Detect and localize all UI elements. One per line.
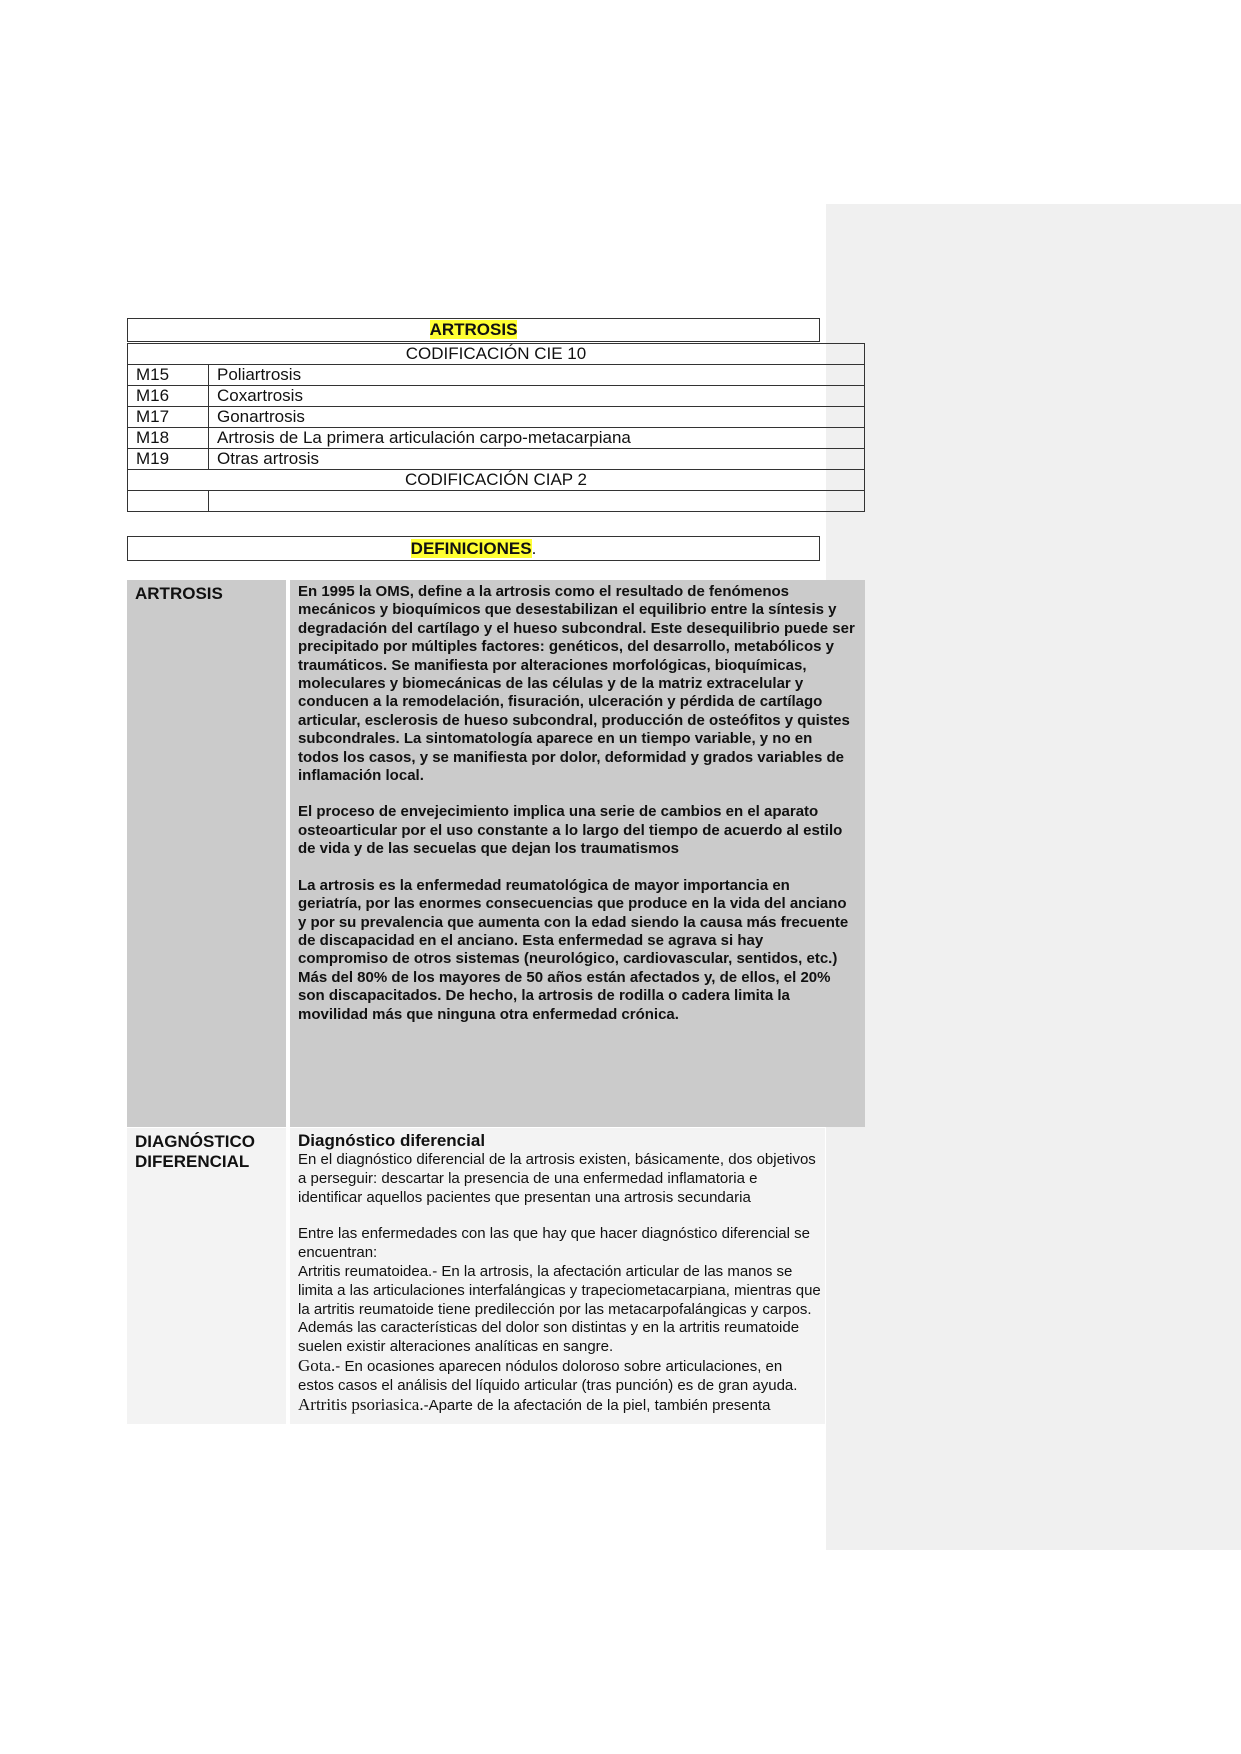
- code-cell: M19: [128, 449, 209, 470]
- artrosis-paragraph: El proceso de envejecimiento implica una serie de cambios en el aparato osteoarticular por el uso constante a lo largo del tiempo de acuerdo al estilo de vida y de las secuelas que dejan los traumatismos: [298, 803, 843, 858]
- table-row: [128, 491, 865, 512]
- name-cell: Coxartrosis: [209, 386, 865, 407]
- artrosis-definition-cell: [290, 580, 865, 1127]
- psoriasica-label: Artritis psoriasica.: [298, 1394, 424, 1414]
- definitions-row: [127, 536, 820, 561]
- gota-label: Gota.: [298, 1355, 336, 1375]
- title-row: [127, 318, 820, 342]
- cie-code-table: [127, 343, 865, 512]
- artrosis-paragraph: En 1995 la OMS, define a la artrosis como el resultado de fenómenos mecánicos y bioquímicos que desestabilizan el equilibrio entre la síntesis y degradación del cartílago y el hueso subcondral. Este desequilibrio puede ser precipitado por múltiples factores: genéticos, del desarrollo, metabólicos y traumáticos. Se manifiesta por alteraciones morfológicas, bioquímicas, moleculares y biomecánicas de las células y de la matriz extracelular y conducen a la remodelación, fisuración, ulceración y pérdida de cartílago articular, esclerosis de hueso subcondral, producción de osteófitos y quistes subcondrales. La sintomatología aparece en un tiempo variable, y no en todos los casos, y se manifiesta por dolor, deformidad y grados variables de inflamación local.: [298, 583, 855, 785]
- name-cell: Artrosis de La primera articulación carpo-metacarpiana: [209, 428, 865, 449]
- diagnostico-title: Diagnóstico diferencial: [298, 1131, 486, 1150]
- diagnostico-content-cell: [290, 1128, 825, 1424]
- empty-name-cell: [209, 491, 865, 512]
- artritis-reumatoidea-text: Artritis reumatoidea.- En la artrosis, la afectación articular de las manos se limita a las articulaciones interfalángicas y trapeciometacarpiana, mientras que la artritis reumatoide tiene predilección por las metacarpofalángicas y carpos. Además las características del dolor son distintas y en la artritis reumatoide suelen existir alteraciones analíticas en sangre.: [298, 1262, 821, 1356]
- code-cell: M17: [128, 407, 209, 428]
- artrosis-label-cell: [127, 580, 286, 1127]
- ciap-heading: CODIFICACIÓN CIAP 2: [128, 470, 865, 491]
- diagnostico-label-cell: [127, 1128, 286, 1424]
- table-row: [128, 407, 865, 428]
- gota-paragraph: [298, 1357, 821, 1396]
- name-cell: Otras artrosis: [209, 449, 865, 470]
- table-row: [128, 365, 865, 386]
- code-cell: M18: [128, 428, 209, 449]
- diagnostico-list-intro: Entre las enfermedades con las que hay que hacer diagnóstico diferencial se encuentran:: [298, 1225, 810, 1262]
- diagnostico-intro: En el diagnóstico diferencial de la artrosis existen, básicamente, dos objetivos a perseguir: descartar la presencia de una enfermedad inflamatoria e identificar aquellos pacientes que presentan una artrosis secundaria: [298, 1151, 816, 1206]
- table-row: [128, 386, 865, 407]
- definitions-heading: DEFINICIONES: [410, 539, 532, 558]
- gota-text: - En ocasiones aparecen nódulos doloroso sobre articulaciones, en estos casos el análisis del líquido articular (tras punción) es de gran ayuda.: [298, 1357, 798, 1394]
- psoriasica-text: -Aparte de la afectación de la piel, también presenta: [423, 1396, 771, 1414]
- definitions-heading-suffix: .: [531, 539, 537, 558]
- name-cell: Poliartrosis: [209, 365, 865, 386]
- psoriasica-paragraph: [298, 1396, 821, 1416]
- artrosis-paragraph: La artrosis es la enfermedad reumatológica de mayor importancia en geriatría, por las enormes consecuencias que produce en la vida del anciano y por su prevalencia que aumenta con la edad siendo la causa más frecuente de discapacidad en el anciano. Esta enfermedad se agrava si hay compromiso de otros sistemas (neurológico, cardiovascular, sentidos, etc.) Más del 80% de los mayores de 50 años están afectados y, de ellos, el 20% son discapacitados. De hecho, la artrosis de rodilla o cadera limita la movilidad más que ninguna otra enfermedad crónica.: [298, 876, 849, 1023]
- comment-pane: [826, 204, 1241, 1550]
- empty-code-cell: [128, 491, 209, 512]
- diagnostico-label-line2: DIFERENCIAL: [135, 1152, 250, 1171]
- diagnostico-label-line1: DIAGNÓSTICO: [135, 1132, 255, 1151]
- cie-heading: CODIFICACIÓN CIE 10: [128, 344, 865, 365]
- code-cell: M15: [128, 365, 209, 386]
- artrosis-label: ARTROSIS: [135, 584, 223, 603]
- code-cell: M16: [128, 386, 209, 407]
- table-row: [128, 428, 865, 449]
- document-title: ARTROSIS: [429, 320, 518, 339]
- table-row: [128, 449, 865, 470]
- name-cell: Gonartrosis: [209, 407, 865, 428]
